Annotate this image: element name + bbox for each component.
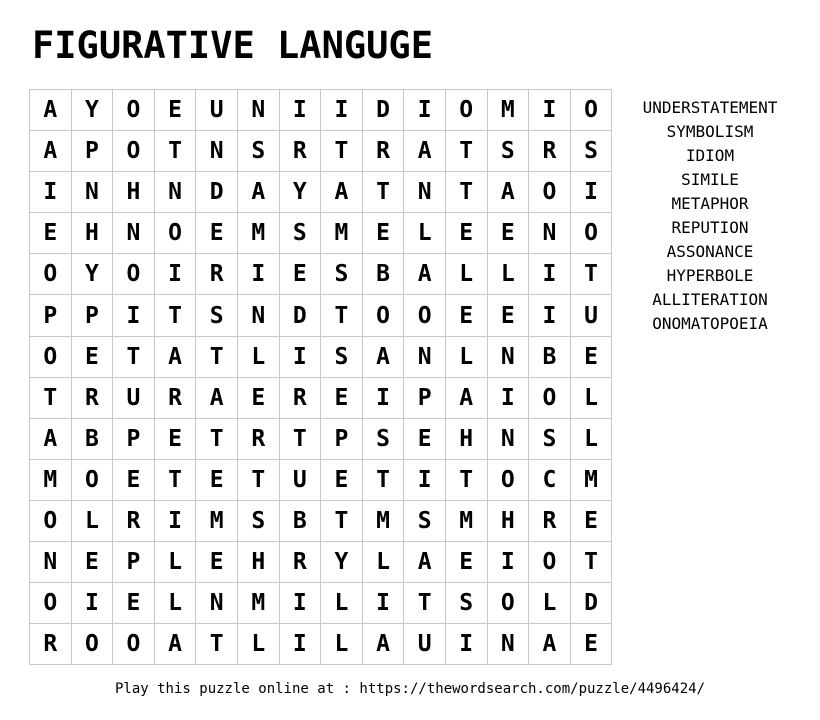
grid-cell[interactable]: A	[363, 624, 405, 665]
grid-cell[interactable]: A	[30, 90, 72, 131]
grid-cell[interactable]: L	[238, 624, 280, 665]
grid-cell[interactable]: N	[529, 213, 571, 254]
grid-cell[interactable]: I	[529, 254, 571, 295]
grid-cell[interactable]: I	[446, 624, 488, 665]
grid-cell[interactable]: I	[30, 172, 72, 213]
grid-cell[interactable]: M	[488, 90, 530, 131]
grid-cell[interactable]: I	[113, 295, 155, 336]
grid-cell[interactable]: E	[280, 254, 322, 295]
grid-cell[interactable]: A	[155, 337, 197, 378]
grid-cell[interactable]: E	[321, 378, 363, 419]
word-list-item: HYPERBOLE	[666, 266, 754, 285]
grid-cell[interactable]: I	[404, 460, 446, 501]
grid-cell[interactable]: P	[404, 378, 446, 419]
grid-cell[interactable]: S	[488, 131, 530, 172]
grid-cell[interactable]: I	[238, 254, 280, 295]
grid-cell[interactable]: N	[404, 337, 446, 378]
grid-cell[interactable]: A	[404, 254, 446, 295]
grid-cell[interactable]: I	[363, 583, 405, 624]
word-list-item: ONOMATOPOEIA	[652, 314, 768, 333]
grid-cell[interactable]: N	[72, 172, 114, 213]
grid-cell[interactable]: M	[238, 583, 280, 624]
grid-cell[interactable]: I	[488, 378, 530, 419]
grid-cell[interactable]: I	[488, 542, 530, 583]
grid-cell[interactable]: L	[571, 378, 613, 419]
word-list-item: SYMBOLISM	[666, 122, 754, 141]
grid-cell[interactable]: L	[488, 254, 530, 295]
grid-cell[interactable]: T	[446, 172, 488, 213]
grid-cell[interactable]: T	[321, 501, 363, 542]
grid-cell[interactable]: O	[30, 583, 72, 624]
grid-cell[interactable]: S	[196, 295, 238, 336]
grid-cell[interactable]: T	[113, 337, 155, 378]
grid-cell[interactable]: E	[363, 213, 405, 254]
grid-cell[interactable]: H	[488, 501, 530, 542]
grid-cell[interactable]: E	[446, 295, 488, 336]
word-list-item: UNDERSTATEMENT	[642, 98, 778, 117]
grid-cell[interactable]: M	[363, 501, 405, 542]
word-list-item: SIMILE	[681, 170, 739, 189]
grid-cell[interactable]: O	[113, 90, 155, 131]
grid-cell[interactable]: Y	[280, 172, 322, 213]
grid-cell[interactable]: E	[196, 460, 238, 501]
grid-cell[interactable]: T	[446, 131, 488, 172]
grid-cell[interactable]: L	[155, 542, 197, 583]
grid-cell[interactable]: B	[363, 254, 405, 295]
grid-cell[interactable]: I	[321, 90, 363, 131]
word-list-item: METAPHOR	[671, 194, 749, 213]
grid-cell[interactable]: U	[571, 295, 613, 336]
grid-cell[interactable]: A	[404, 131, 446, 172]
grid-cell[interactable]: E	[571, 624, 613, 665]
grid-cell[interactable]: S	[571, 131, 613, 172]
grid-cell[interactable]: M	[238, 213, 280, 254]
grid-cell[interactable]: R	[238, 419, 280, 460]
grid-cell[interactable]: S	[529, 419, 571, 460]
grid-cell[interactable]: O	[488, 460, 530, 501]
grid-cell[interactable]: S	[404, 501, 446, 542]
grid-cell[interactable]: I	[280, 583, 322, 624]
grid-cell[interactable]: A	[196, 378, 238, 419]
grid-cell[interactable]: O	[529, 378, 571, 419]
grid-cell[interactable]: A	[30, 131, 72, 172]
grid-cell[interactable]: A	[238, 172, 280, 213]
grid-cell[interactable]: N	[488, 624, 530, 665]
grid-cell[interactable]: L	[529, 583, 571, 624]
grid-cell[interactable]: L	[446, 254, 488, 295]
grid-cell[interactable]: S	[238, 501, 280, 542]
grid-cell[interactable]: M	[446, 501, 488, 542]
grid-cell[interactable]: T	[571, 542, 613, 583]
grid-cell[interactable]: N	[488, 419, 530, 460]
grid-cell[interactable]: P	[113, 542, 155, 583]
grid-cell[interactable]: O	[363, 295, 405, 336]
grid-cell[interactable]: H	[113, 172, 155, 213]
grid-cell[interactable]: O	[72, 624, 114, 665]
grid-cell[interactable]: E	[404, 419, 446, 460]
grid-cell[interactable]: E	[113, 460, 155, 501]
puzzle-title: FIGURATIVE LANGUGE	[32, 24, 433, 67]
grid-cell[interactable]: R	[280, 542, 322, 583]
grid-cell[interactable]: T	[321, 295, 363, 336]
grid-cell[interactable]: S	[363, 419, 405, 460]
grid-cell[interactable]: N	[113, 213, 155, 254]
grid-cell[interactable]: E	[488, 213, 530, 254]
grid-cell[interactable]: Y	[72, 90, 114, 131]
grid-cell[interactable]: T	[446, 460, 488, 501]
grid-cell[interactable]: O	[571, 90, 613, 131]
grid-cell[interactable]: M	[30, 460, 72, 501]
grid-cell[interactable]: R	[280, 378, 322, 419]
grid-cell[interactable]: L	[321, 624, 363, 665]
grid-cell[interactable]: I	[280, 624, 322, 665]
word-list-item: ALLITERATION	[652, 290, 768, 309]
grid-cell[interactable]: R	[363, 131, 405, 172]
grid-cell[interactable]: O	[488, 583, 530, 624]
grid-cell[interactable]: O	[155, 213, 197, 254]
grid-cell[interactable]: T	[155, 295, 197, 336]
grid-cell[interactable]: I	[571, 172, 613, 213]
grid-cell[interactable]: U	[113, 378, 155, 419]
grid-cell[interactable]: E	[30, 213, 72, 254]
grid-cell[interactable]: T	[363, 172, 405, 213]
grid-cell[interactable]: O	[529, 542, 571, 583]
grid-cell[interactable]: E	[446, 213, 488, 254]
grid-cell[interactable]: S	[446, 583, 488, 624]
grid-cell[interactable]: L	[155, 583, 197, 624]
grid-cell[interactable]: O	[571, 213, 613, 254]
grid-cell[interactable]: B	[280, 501, 322, 542]
grid-cell[interactable]: T	[363, 460, 405, 501]
grid-cell[interactable]: O	[113, 254, 155, 295]
grid-cell[interactable]: A	[363, 337, 405, 378]
grid-cell[interactable]: I	[155, 501, 197, 542]
grid-cell[interactable]: I	[529, 295, 571, 336]
grid-cell[interactable]: A	[30, 419, 72, 460]
grid-cell[interactable]: I	[280, 337, 322, 378]
grid-cell[interactable]: O	[30, 337, 72, 378]
grid-cell[interactable]: R	[280, 131, 322, 172]
grid-cell[interactable]: T	[196, 337, 238, 378]
grid-cell[interactable]: B	[529, 337, 571, 378]
grid-cell[interactable]: T	[155, 460, 197, 501]
grid-cell[interactable]: O	[529, 172, 571, 213]
grid-cell[interactable]: E	[155, 419, 197, 460]
grid-cell[interactable]: N	[196, 131, 238, 172]
grid-cell[interactable]: N	[238, 295, 280, 336]
grid-cell[interactable]: R	[30, 624, 72, 665]
grid-cell[interactable]: P	[113, 419, 155, 460]
grid-cell[interactable]: E	[72, 542, 114, 583]
grid-cell[interactable]: L	[321, 583, 363, 624]
grid-cell[interactable]: U	[196, 90, 238, 131]
grid-cell[interactable]: P	[30, 295, 72, 336]
grid-cell[interactable]: Y	[321, 542, 363, 583]
grid-cell[interactable]: P	[321, 419, 363, 460]
letter-grid	[29, 89, 612, 665]
grid-cell[interactable]: I	[404, 90, 446, 131]
grid-cell[interactable]: E	[446, 542, 488, 583]
grid-cell[interactable]: L	[404, 213, 446, 254]
grid-cell[interactable]: O	[113, 131, 155, 172]
word-list-item: ASSONANCE	[666, 242, 754, 261]
grid-cell[interactable]: O	[404, 295, 446, 336]
grid-cell[interactable]: E	[571, 337, 613, 378]
grid-cell[interactable]: I	[529, 90, 571, 131]
grid-cell[interactable]: D	[196, 172, 238, 213]
grid-cell[interactable]: C	[529, 460, 571, 501]
grid-cell[interactable]: A	[155, 624, 197, 665]
grid-cell[interactable]: I	[155, 254, 197, 295]
grid-cell[interactable]: L	[238, 337, 280, 378]
word-list-item: REPUTION	[671, 218, 749, 237]
grid-cell[interactable]: M	[571, 460, 613, 501]
grid-cell[interactable]: I	[72, 583, 114, 624]
grid-cell[interactable]: A	[446, 378, 488, 419]
grid-cell[interactable]: P	[72, 131, 114, 172]
word-list	[630, 96, 790, 336]
grid-cell[interactable]: T	[571, 254, 613, 295]
grid-cell[interactable]: H	[446, 419, 488, 460]
grid-cell[interactable]: U	[280, 460, 322, 501]
grid-cell[interactable]: N	[488, 337, 530, 378]
grid-cell[interactable]: E	[72, 337, 114, 378]
grid-cell[interactable]: D	[363, 90, 405, 131]
grid-cell[interactable]: R	[113, 501, 155, 542]
grid-cell[interactable]: T	[321, 131, 363, 172]
grid-cell[interactable]: M	[321, 213, 363, 254]
grid-cell[interactable]: R	[72, 378, 114, 419]
grid-cell[interactable]: R	[155, 378, 197, 419]
grid-cell[interactable]: N	[196, 583, 238, 624]
grid-cell[interactable]: E	[238, 378, 280, 419]
grid-cell[interactable]: E	[321, 460, 363, 501]
grid-cell[interactable]: T	[196, 419, 238, 460]
grid-cell[interactable]: P	[72, 295, 114, 336]
grid-cell[interactable]: E	[488, 295, 530, 336]
grid-cell[interactable]: T	[238, 460, 280, 501]
grid-cell[interactable]: O	[30, 501, 72, 542]
grid-cell[interactable]: L	[571, 419, 613, 460]
grid-cell[interactable]: Y	[72, 254, 114, 295]
grid-cell[interactable]: O	[113, 624, 155, 665]
grid-cell[interactable]: D	[571, 583, 613, 624]
grid-cell[interactable]: U	[404, 624, 446, 665]
grid-cell[interactable]: S	[238, 131, 280, 172]
grid-cell[interactable]: L	[363, 542, 405, 583]
grid-cell[interactable]: O	[72, 460, 114, 501]
grid-cell[interactable]: T	[196, 624, 238, 665]
grid-cell[interactable]: D	[280, 295, 322, 336]
grid-cell[interactable]: A	[404, 542, 446, 583]
grid-cell[interactable]: E	[196, 542, 238, 583]
grid-cell[interactable]: N	[404, 172, 446, 213]
grid-cell[interactable]: I	[363, 378, 405, 419]
grid-cell[interactable]: S	[280, 213, 322, 254]
grid-cell[interactable]: L	[446, 337, 488, 378]
grid-cell[interactable]: T	[404, 583, 446, 624]
grid-cell[interactable]: A	[321, 172, 363, 213]
grid-cell[interactable]: E	[155, 90, 197, 131]
grid-cell[interactable]: A	[529, 624, 571, 665]
grid-cell[interactable]: H	[238, 542, 280, 583]
grid-cell[interactable]: H	[72, 213, 114, 254]
grid-cell[interactable]: E	[113, 583, 155, 624]
grid-cell[interactable]: M	[196, 501, 238, 542]
grid-cell[interactable]: N	[30, 542, 72, 583]
grid-cell[interactable]: A	[488, 172, 530, 213]
grid-cell[interactable]: S	[321, 254, 363, 295]
footer-link-text: Play this puzzle online at : https://thewordsearch.com/puzzle/4496424/	[114, 681, 705, 697]
grid-cell[interactable]: R	[529, 501, 571, 542]
grid-cell[interactable]: T	[30, 378, 72, 419]
grid-cell[interactable]: R	[529, 131, 571, 172]
grid-cell[interactable]: E	[571, 501, 613, 542]
grid-cell[interactable]: N	[155, 172, 197, 213]
grid-cell[interactable]: O	[30, 254, 72, 295]
grid-cell[interactable]: R	[196, 254, 238, 295]
grid-cell[interactable]: T	[280, 419, 322, 460]
grid-cell[interactable]: O	[446, 90, 488, 131]
grid-cell[interactable]: E	[196, 213, 238, 254]
grid-cell[interactable]: L	[72, 501, 114, 542]
grid-cell[interactable]: N	[238, 90, 280, 131]
grid-cell[interactable]: I	[280, 90, 322, 131]
grid-cell[interactable]: B	[72, 419, 114, 460]
grid-cell[interactable]: T	[155, 131, 197, 172]
word-list-item: IDIOM	[685, 146, 735, 165]
grid-cell[interactable]: S	[321, 337, 363, 378]
